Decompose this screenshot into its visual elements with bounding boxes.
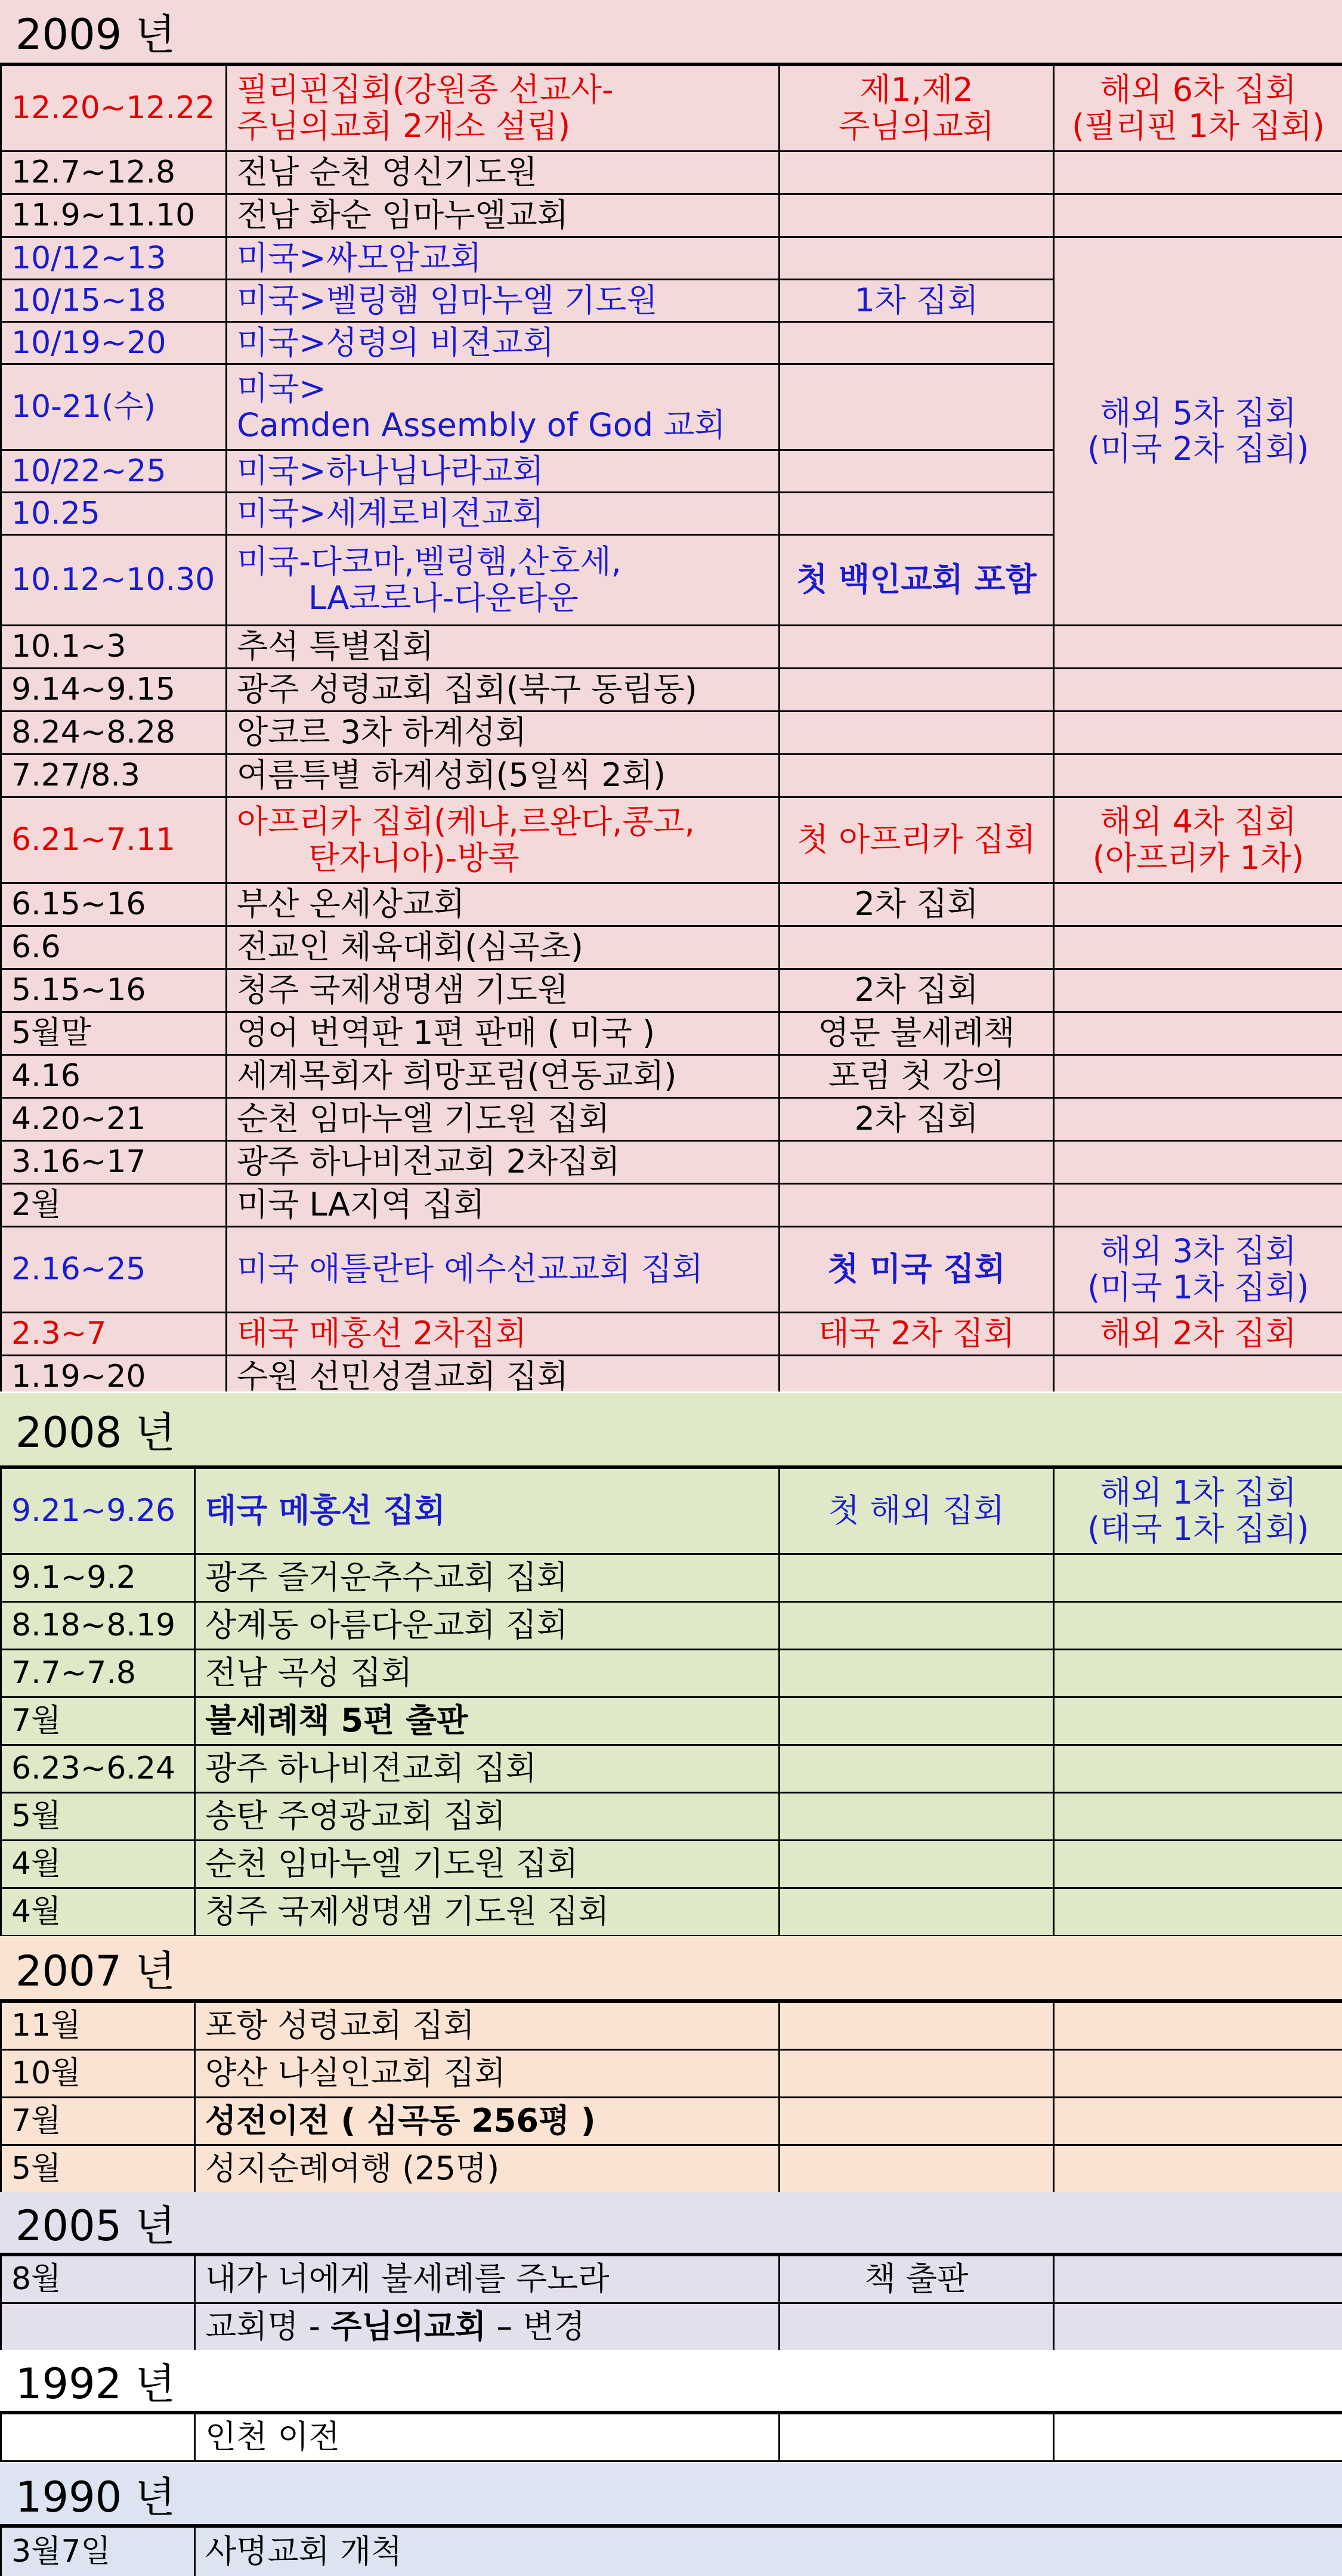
row-note bbox=[780, 364, 1054, 450]
table-2007 bbox=[0, 2001, 1342, 2192]
table-row bbox=[1, 669, 1342, 712]
row-event: 청주 국제생명샘 기도원 집회 bbox=[195, 1888, 780, 1936]
year-heading-1990: 1990 년 bbox=[0, 2463, 1342, 2526]
row-overseas bbox=[1054, 626, 1342, 669]
year-heading-1992: 1992 년 bbox=[0, 2350, 1342, 2413]
row-date: 10.25 bbox=[1, 493, 227, 535]
table-2009 bbox=[0, 64, 1342, 1391]
row-date: 5.15~16 bbox=[1, 969, 227, 1012]
row-event: 순천 임마누엘 기도원 집회 bbox=[195, 1841, 780, 1888]
row-note bbox=[780, 1841, 1054, 1888]
section-2008 bbox=[0, 1393, 1342, 1936]
table-row bbox=[1, 712, 1342, 754]
row-event: 광주 성령교회 집회(북구 동림동) bbox=[227, 669, 780, 712]
row-event: 사명교회 개척 bbox=[195, 2527, 1342, 2576]
row-event: 세계목회자 희망포럼(연동교회) bbox=[227, 1055, 780, 1098]
table-row bbox=[1, 1554, 1342, 1602]
table-row bbox=[1, 2098, 1342, 2145]
row-note: 책 출판 bbox=[780, 2256, 1054, 2303]
section-1992 bbox=[0, 2350, 1342, 2463]
table-row bbox=[1, 1356, 1342, 1392]
row-event: 여름특별 하계성회(5일씩 2회) bbox=[227, 754, 780, 797]
year-heading-2007: 2007 년 bbox=[0, 1936, 1342, 2001]
row-date: 3월7일 bbox=[1, 2527, 195, 2576]
table-row bbox=[1, 797, 1342, 883]
row-event: 광주 즐거운추수교회 집회 bbox=[195, 1554, 780, 1602]
row-event: 내가 너에게 불세례를 주노라 bbox=[195, 2256, 780, 2303]
row-note bbox=[780, 669, 1054, 712]
row-date bbox=[1, 2414, 195, 2461]
row-note bbox=[780, 1141, 1054, 1184]
row-overseas bbox=[1054, 1745, 1342, 1793]
row-event: 전남 순천 영신기도원 bbox=[227, 151, 780, 194]
row-note bbox=[780, 1650, 1054, 1697]
row-date: 9.21~9.26 bbox=[1, 1468, 195, 1554]
table-row bbox=[1, 1141, 1342, 1184]
row-overseas bbox=[1054, 883, 1342, 926]
row-event: 전교인 체육대회(심곡초) bbox=[227, 926, 780, 969]
table-1992 bbox=[0, 2413, 1342, 2462]
row-note bbox=[780, 493, 1054, 535]
row-event: 불세례책 5편 출판 bbox=[195, 1697, 780, 1745]
row-date: 7.7~7.8 bbox=[1, 1650, 195, 1697]
row-date: 10/12~13 bbox=[1, 237, 227, 280]
table-row bbox=[1, 1745, 1342, 1793]
row-date: 6.23~6.24 bbox=[1, 1745, 195, 1793]
row-date: 4.16 bbox=[1, 1055, 227, 1098]
row-note bbox=[780, 2145, 1054, 2192]
row-overseas: 해외 2차 집회 bbox=[1054, 1313, 1342, 1356]
row-note bbox=[780, 1888, 1054, 1936]
table-row bbox=[1, 883, 1342, 926]
row-overseas bbox=[1054, 712, 1342, 754]
row-note: 영문 불세례책 bbox=[780, 1012, 1054, 1055]
row-overseas bbox=[1054, 151, 1342, 194]
row-note bbox=[780, 194, 1054, 237]
section-1990 bbox=[0, 2463, 1342, 2576]
row-date: 10월 bbox=[1, 2050, 195, 2098]
row-overseas bbox=[1054, 1554, 1342, 1602]
row-overseas-merged: 해외 5차 집회 (미국 2차 집회) bbox=[1054, 237, 1342, 626]
row-date: 10/15~18 bbox=[1, 280, 227, 322]
table-row bbox=[1, 194, 1342, 237]
row-event: 청주 국제생명샘 기도원 bbox=[227, 969, 780, 1012]
table-row bbox=[1, 969, 1342, 1012]
row-date: 4월 bbox=[1, 1841, 195, 1888]
row-overseas bbox=[1054, 2145, 1342, 2192]
row-overseas bbox=[1054, 1697, 1342, 1745]
row-overseas bbox=[1054, 1184, 1342, 1227]
row-date: 6.15~16 bbox=[1, 883, 227, 926]
table-row bbox=[1, 1227, 1342, 1313]
row-note bbox=[780, 626, 1054, 669]
row-event: 미국 LA지역 집회 bbox=[227, 1184, 780, 1227]
table-row bbox=[1, 1888, 1342, 1936]
row-date: 12.7~12.8 bbox=[1, 151, 227, 194]
row-overseas bbox=[1054, 1055, 1342, 1098]
row-date: 6.6 bbox=[1, 926, 227, 969]
row-overseas bbox=[1054, 969, 1342, 1012]
row-note bbox=[780, 2050, 1054, 2098]
table-row bbox=[1, 2303, 1342, 2351]
row-date: 10/22~25 bbox=[1, 450, 227, 493]
row-event: 전남 화순 임마누엘교회 bbox=[227, 194, 780, 237]
row-event: 미국>성령의 비젼교회 bbox=[227, 322, 780, 364]
row-note bbox=[780, 754, 1054, 797]
row-note: 첫 백인교회 포함 bbox=[780, 535, 1054, 626]
row-note bbox=[780, 2414, 1054, 2461]
row-date: 4월 bbox=[1, 1888, 195, 1936]
row-overseas bbox=[1054, 2050, 1342, 2098]
table-row bbox=[1, 926, 1342, 969]
row-event: 순천 임마누엘 기도원 집회 bbox=[227, 1098, 780, 1141]
table-row bbox=[1, 1650, 1342, 1697]
table-row bbox=[1, 2002, 1342, 2050]
table-row bbox=[1, 626, 1342, 669]
row-event: 태국 메홍선 2차집회 bbox=[227, 1313, 780, 1356]
row-date: 11월 bbox=[1, 2002, 195, 2050]
table-row bbox=[1, 2414, 1342, 2461]
table-1990 bbox=[0, 2526, 1342, 2576]
row-overseas bbox=[1054, 926, 1342, 969]
table-row bbox=[1, 2145, 1342, 2192]
row-overseas: 해외 1차 집회 (태국 1차 집회) bbox=[1054, 1468, 1342, 1554]
row-note: 1차 집회 bbox=[780, 280, 1054, 322]
row-overseas bbox=[1054, 2002, 1342, 2050]
row-note bbox=[780, 1602, 1054, 1650]
year-heading-2008: 2008 년 bbox=[0, 1393, 1342, 1467]
row-date: 5월 bbox=[1, 2145, 195, 2192]
row-note bbox=[780, 450, 1054, 493]
row-overseas bbox=[1054, 2098, 1342, 2145]
row-date: 7월 bbox=[1, 1697, 195, 1745]
row-date: 1.19~20 bbox=[1, 1356, 227, 1392]
row-date: 10-21(수) bbox=[1, 364, 227, 450]
row-overseas bbox=[1054, 1602, 1342, 1650]
row-event: 상계동 아름다운교회 집회 bbox=[195, 1602, 780, 1650]
row-note bbox=[780, 926, 1054, 969]
row-overseas bbox=[1054, 1141, 1342, 1184]
row-date: 8.24~8.28 bbox=[1, 712, 227, 754]
row-event: 교회명 - 주님의교회 – 변경 bbox=[195, 2303, 780, 2351]
row-overseas bbox=[1054, 1098, 1342, 1141]
row-note: 첫 해외 집회 bbox=[780, 1468, 1054, 1554]
row-note: 태국 2차 집회 bbox=[780, 1313, 1054, 1356]
row-date: 10/19~20 bbox=[1, 322, 227, 364]
row-note bbox=[780, 1356, 1054, 1392]
row-event: 미국-다코마,벨링햄,산호세, LA코로나-다운타운 bbox=[227, 535, 780, 626]
table-row bbox=[1, 754, 1342, 797]
row-event: 영어 번역판 1편 판매 ( 미국 ) bbox=[227, 1012, 780, 1055]
row-date: 7월 bbox=[1, 2098, 195, 2145]
row-event: 필리핀집회(강원종 선교사- 주님의교회 2개소 설립) bbox=[227, 66, 780, 151]
table-row bbox=[1, 1098, 1342, 1141]
row-date: 7.27/8.3 bbox=[1, 754, 227, 797]
table-row bbox=[1, 2050, 1342, 2098]
row-event: 미국>세계로비젼교회 bbox=[227, 493, 780, 535]
row-event: 미국> Camden Assembly of God 교회 bbox=[227, 364, 780, 450]
row-note bbox=[780, 2098, 1054, 2145]
row-date: 9.1~9.2 bbox=[1, 1554, 195, 1602]
row-date: 9.14~9.15 bbox=[1, 669, 227, 712]
row-note bbox=[780, 2303, 1054, 2351]
table-row bbox=[1, 1793, 1342, 1841]
row-overseas bbox=[1054, 1356, 1342, 1392]
row-note bbox=[780, 1697, 1054, 1745]
row-note bbox=[780, 2002, 1054, 2050]
row-event: 전남 곡성 집회 bbox=[195, 1650, 780, 1697]
row-date: 5월말 bbox=[1, 1012, 227, 1055]
row-overseas bbox=[1054, 1793, 1342, 1841]
row-overseas bbox=[1054, 2256, 1342, 2303]
row-overseas bbox=[1054, 669, 1342, 712]
row-date: 2.3~7 bbox=[1, 1313, 227, 1356]
row-event: 양산 나실인교회 집회 bbox=[195, 2050, 780, 2098]
year-heading-2009: 2009 년 bbox=[0, 0, 1342, 64]
row-event: 아프리카 집회(케냐,르완다,콩고, 탄자니아)-방콕 bbox=[227, 797, 780, 883]
row-overseas bbox=[1054, 2414, 1342, 2461]
row-date: 11.9~11.10 bbox=[1, 194, 227, 237]
row-overseas bbox=[1054, 1012, 1342, 1055]
row-event: 광주 하나비젼교회 집회 bbox=[195, 1745, 780, 1793]
row-event: 포항 성령교회 집회 bbox=[195, 2002, 780, 2050]
row-note: 제1,제2 주님의교회 bbox=[780, 66, 1054, 151]
row-overseas bbox=[1054, 194, 1342, 237]
row-note: 2차 집회 bbox=[780, 1098, 1054, 1141]
row-date: 12.20~12.22 bbox=[1, 66, 227, 151]
row-event: 태국 메홍선 집회 bbox=[195, 1468, 780, 1554]
row-note bbox=[780, 1745, 1054, 1793]
row-note: 2차 집회 bbox=[780, 969, 1054, 1012]
table-row bbox=[1, 1602, 1342, 1650]
row-event: 광주 하나비전교회 2차집회 bbox=[227, 1141, 780, 1184]
row-date: 5월 bbox=[1, 1793, 195, 1841]
row-overseas bbox=[1054, 1888, 1342, 1936]
row-date: 10.1~3 bbox=[1, 626, 227, 669]
row-event: 미국 애틀란타 예수선교교회 집회 bbox=[227, 1227, 780, 1313]
table-row bbox=[1, 1184, 1342, 1227]
row-date: 4.20~21 bbox=[1, 1098, 227, 1141]
row-overseas: 해외 4차 집회 (아프리카 1차) bbox=[1054, 797, 1342, 883]
table-row bbox=[1, 237, 1342, 280]
table-row bbox=[1, 2256, 1342, 2303]
row-note: 첫 아프리카 집회 bbox=[780, 797, 1054, 883]
table-2008 bbox=[0, 1467, 1342, 1936]
row-date: 6.21~7.11 bbox=[1, 797, 227, 883]
row-overseas: 해외 6차 집회 (필리핀 1차 집회) bbox=[1054, 66, 1342, 151]
table-row bbox=[1, 66, 1342, 151]
row-note bbox=[780, 1554, 1054, 1602]
table-row bbox=[1, 1468, 1342, 1554]
row-date: 3.16~17 bbox=[1, 1141, 227, 1184]
row-note bbox=[780, 322, 1054, 364]
row-event: 추석 특별집회 bbox=[227, 626, 780, 669]
row-event: 성전이전 ( 심곡동 256평 ) bbox=[195, 2098, 780, 2145]
row-note: 2차 집회 bbox=[780, 883, 1054, 926]
row-note bbox=[780, 1184, 1054, 1227]
row-date: 2.16~25 bbox=[1, 1227, 227, 1313]
row-note bbox=[780, 712, 1054, 754]
table-row bbox=[1, 1841, 1342, 1888]
row-note: 첫 미국 집회 bbox=[780, 1227, 1054, 1313]
row-event: 성지순례여행 (25명) bbox=[195, 2145, 780, 2192]
row-overseas bbox=[1054, 754, 1342, 797]
row-event: 송탄 주영광교회 집회 bbox=[195, 1793, 780, 1841]
table-row bbox=[1, 151, 1342, 194]
year-heading-2005: 2005 년 bbox=[0, 2192, 1342, 2255]
row-overseas bbox=[1054, 2303, 1342, 2351]
row-overseas: 해외 3차 집회 (미국 1차 집회) bbox=[1054, 1227, 1342, 1313]
row-note bbox=[780, 151, 1054, 194]
row-event: 앙코르 3차 하계성회 bbox=[227, 712, 780, 754]
table-2005 bbox=[0, 2255, 1342, 2350]
row-overseas bbox=[1054, 1841, 1342, 1888]
table-row bbox=[1, 1012, 1342, 1055]
row-note bbox=[780, 237, 1054, 280]
row-date: 10.12~10.30 bbox=[1, 535, 227, 626]
row-event: 인천 이전 bbox=[195, 2414, 780, 2461]
table-row bbox=[1, 1313, 1342, 1356]
row-date: 8.18~8.19 bbox=[1, 1602, 195, 1650]
row-event: 미국>싸모암교회 bbox=[227, 237, 780, 280]
row-event: 수원 선민성결교회 집회 bbox=[227, 1356, 780, 1392]
table-row bbox=[1, 1697, 1342, 1745]
table-row bbox=[1, 2527, 1342, 2576]
table-row bbox=[1, 1055, 1342, 1098]
row-event: 부산 온세상교회 bbox=[227, 883, 780, 926]
row-date bbox=[1, 2303, 195, 2351]
row-date: 2월 bbox=[1, 1184, 227, 1227]
row-note: 포럼 첫 강의 bbox=[780, 1055, 1054, 1098]
section-2007 bbox=[0, 1936, 1342, 2192]
row-event: 미국>하나님나라교회 bbox=[227, 450, 780, 493]
row-event: 미국>벨링햄 임마누엘 기도원 bbox=[227, 280, 780, 322]
row-date: 8월 bbox=[1, 2256, 195, 2303]
section-2005 bbox=[0, 2192, 1342, 2350]
row-note bbox=[780, 1793, 1054, 1841]
row-overseas bbox=[1054, 1650, 1342, 1697]
